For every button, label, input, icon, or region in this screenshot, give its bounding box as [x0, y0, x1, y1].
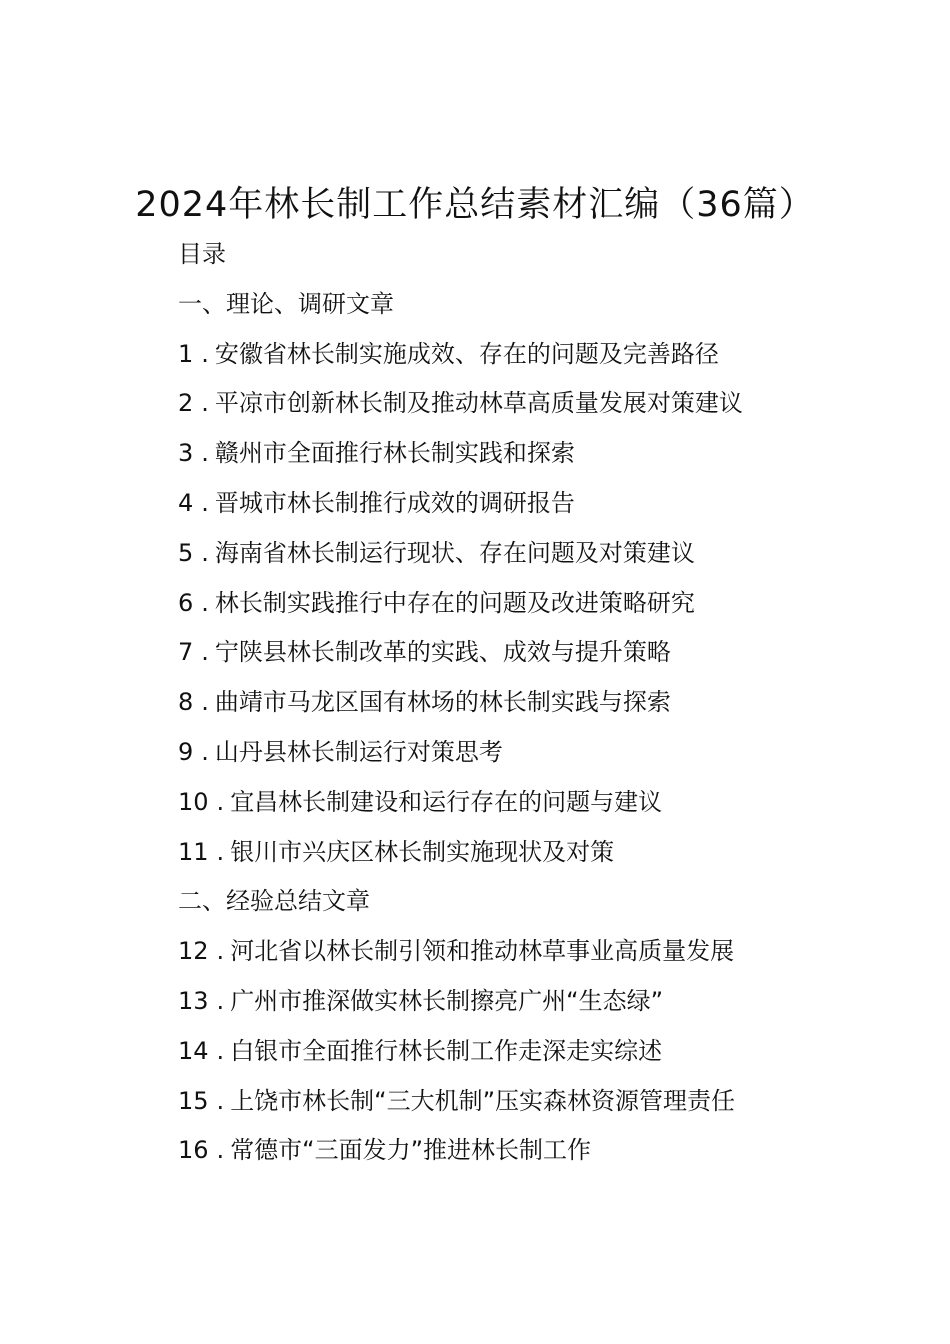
item-title: 宜昌林长制建设和运行存在的问题与建议 [230, 787, 663, 816]
item-title: 平凉市创新林长制及推动林草高质量发展对策建议 [214, 389, 743, 418]
item-number: 12 [178, 937, 209, 966]
toc-item [178, 479, 878, 529]
item-title: 晋城市林长制推行成效的调研报告 [214, 488, 575, 517]
toc-item [178, 828, 878, 878]
item-number: 4 [178, 488, 194, 517]
item-title: 广州市推深做实林长制擦亮广州“生态绿” [230, 986, 664, 1015]
item-separator: . [201, 439, 209, 468]
item-title: 银川市兴庆区林长制实施现状及对策 [230, 837, 615, 866]
item-number: 14 [178, 1036, 209, 1065]
item-number: 16 [178, 1136, 209, 1165]
item-number: 5 [178, 538, 194, 567]
item-title: 白银市全面推行林长制工作走深走实综述 [230, 1036, 663, 1065]
item-separator: . [216, 837, 225, 866]
toc-item [178, 1077, 878, 1127]
item-number: 6 [178, 588, 194, 617]
toc-item [178, 1027, 878, 1077]
item-separator: . [201, 339, 209, 368]
item-title: 河北省以林长制引领和推动林草事业高质量发展 [230, 937, 735, 966]
section-heading-experience: 二、经验总结文章 [178, 887, 370, 916]
toc-item [178, 379, 878, 429]
item-number: 11 [178, 837, 209, 866]
item-separator: . [201, 688, 209, 717]
section-heading-theory: 一、理论、调研文章 [178, 289, 394, 318]
item-number: 13 [178, 986, 209, 1015]
table-of-contents [178, 230, 878, 1176]
item-title: 常德市“三面发力”推进林长制工作 [230, 1136, 592, 1165]
item-number: 15 [178, 1086, 209, 1115]
item-title: 宁陕县林长制改革的实践、成效与提升策略 [214, 638, 671, 667]
item-title: 林长制实践推行中存在的问题及改进策略研究 [214, 588, 695, 617]
toc-item [178, 579, 878, 629]
toc-item [178, 529, 878, 579]
item-number: 10 [178, 787, 209, 816]
item-separator: . [201, 638, 209, 667]
item-separator: . [216, 986, 225, 1015]
item-separator: . [216, 1036, 225, 1065]
item-separator: . [201, 389, 209, 418]
item-number: 1 [178, 339, 194, 368]
toc-heading: 目录 [178, 240, 226, 268]
item-separator: . [201, 588, 209, 617]
item-separator: . [201, 737, 209, 766]
toc-item [178, 628, 878, 678]
item-separator: . [216, 937, 225, 966]
toc-item [178, 678, 878, 728]
item-title: 上饶市林长制“三大机制”压实森林资源管理责任 [230, 1086, 736, 1115]
toc-item [178, 429, 878, 479]
item-separator: . [216, 1136, 225, 1165]
item-separator: . [216, 1086, 225, 1115]
item-separator: . [201, 538, 209, 567]
item-separator: . [216, 787, 225, 816]
toc-item [178, 977, 878, 1027]
item-title: 海南省林长制运行现状、存在问题及对策建议 [214, 538, 695, 567]
item-title: 安徽省林长制实施成效、存在的问题及完善路径 [214, 339, 719, 368]
item-number: 8 [178, 688, 194, 717]
document-title: 2024年林长制工作总结素材汇编（36篇） [135, 185, 815, 225]
item-title: 山丹县林长制运行对策思考 [214, 737, 503, 766]
item-title: 曲靖市马龙区国有林场的林长制实践与探索 [214, 688, 671, 717]
toc-item [178, 330, 878, 380]
item-number: 7 [178, 638, 194, 667]
item-number: 2 [178, 389, 194, 418]
toc-item [178, 1126, 878, 1176]
toc-item [178, 728, 878, 778]
toc-item [178, 778, 878, 828]
item-number: 3 [178, 439, 194, 468]
item-separator: . [201, 488, 209, 517]
toc-item [178, 927, 878, 977]
item-title: 赣州市全面推行林长制实践和探索 [214, 439, 575, 468]
item-number: 9 [178, 737, 194, 766]
